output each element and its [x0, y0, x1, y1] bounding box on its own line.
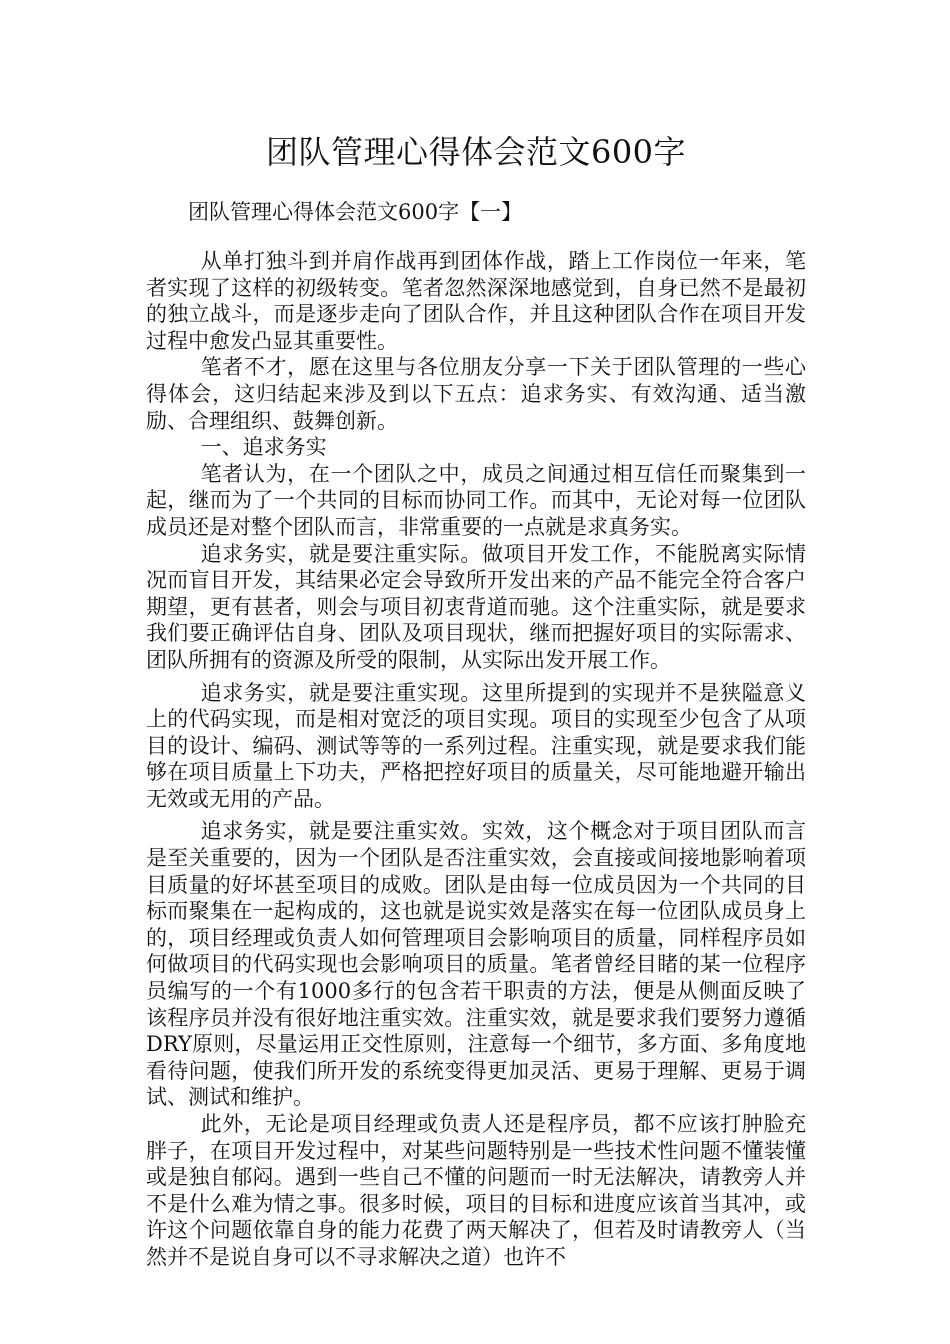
document-page: [146, 130, 806, 1271]
paragraph-4: 追求务实，就是要注重实际。做项目开发工作，不能脱离实际情况而盲目开发，其结果必定会导致所开发出来的产品不能完全符合客户期望，更有甚者，则会与项目初衷背道而驰。这个注重实际，就是要求我们要正确评估自身、团队及项目现状，继而把握好项目的实际需求、团队所拥有的资源及所受的限制，从实际出发开展工作。: [146, 541, 806, 672]
document-subtitle: 团队管理心得体会范文600字【一】: [188, 200, 523, 224]
paragraph-6: 追求务实，就是要注重实效。实效，这个概念对于项目团队而言是至关重要的，因为一个团队是否注重实效，会直接或间接地影响着项目质量的好坏甚至项目的成败。团队是由每一位成员因为一个共同的目标而聚集在一起构成的，这也就是说实效是落实在每一位团队成员身上的，项目经理或负责人如何管理项目会影响项目的质量，同样程序员如何做项目的代码实现也会影响项目的质量。笔者曾经目睹的某一位程序员编写的一个有1000多行的包含若干职责的方法，便是从侧面反映了该程序员并没有很好地注重实效。注重实效，就是要求我们要努力遵循DRY原则，尽量运用正交性原则，注意每一个细节，多方面、多角度地看待问题，使我们所开发的系统变得更加灵活、更易于理解、更易于调试、测试和维护。: [146, 819, 806, 1110]
document-title: 团队管理心得体会范文600字: [265, 133, 687, 171]
paragraph-2: 笔者不才，愿在这里与各位朋友分享一下关于团队管理的一些心得体会，这归结起来涉及到以下五点：追求务实、有效沟通、适当激励、合理组织、鼓舞创新。: [146, 355, 806, 433]
section-heading-1: 一、追求务实: [200, 435, 327, 460]
paragraph-5: 追求务实，就是要注重实现。这里所提到的实现并不是狭隘意义上的代码实现，而是相对宽泛的项目实现。项目的实现至少包含了从项目的设计、编码、测试等等的一系列过程。注重实现，就是要求我们能够在项目质量上下功夫，严格把控好项目的质量关，尽可能地避开输出无效或无用的产品。: [146, 680, 806, 811]
paragraph-7: 此外，无论是项目经理或负责人还是程序员，都不应该打肿脸充胖子，在项目开发过程中，对某些问题特别是一些技术性问题不懂装懂或是独自郁闷。遇到一些自己不懂的问题而一时无法解决，请教旁人并不是什么难为情之事。很多时候，项目的目标和进度应该首当其冲，或许这个问题依靠自身的能力花费了两天解决了，但若及时请教旁人（当然并不是说自身可以不寻求解决之道）也许不: [146, 1112, 806, 1269]
paragraph-1: 从单打独斗到并肩作战再到团体作战，踏上工作岗位一年来，笔者实现了这样的初级转变。笔者忽然深深地感觉到，自身已然不是最初的独立战斗，而是逐步走向了团队合作，并且这种团队合作在项目开发过程中愈发凸显其重要性。: [146, 249, 806, 353]
paragraph-3: 笔者认为，在一个团队之中，成员之间通过相互信任而聚集到一起，继而为了一个共同的目标而协同工作。而其中，无论对每一位团队成员还是对整个团队而言，非常重要的一点就是求真务实。: [146, 461, 806, 539]
